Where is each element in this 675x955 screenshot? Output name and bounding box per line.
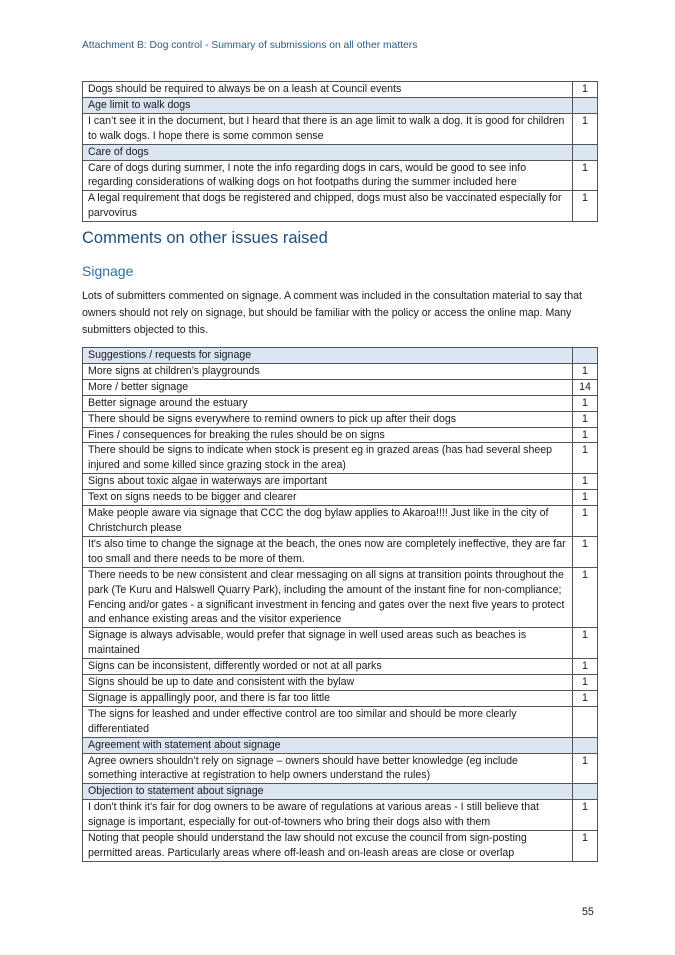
table-row	[83, 567, 598, 628]
row-text: Noting that people should understand the law should not excuse the council from sign-posting permitted areas. Particularly areas where off-leash and on-leash areas are close or overlap	[83, 831, 573, 862]
row-text: The signs for leashed and under effective control are too similar and should be more clearly differentiated	[83, 706, 573, 737]
subsection-heading: Signage	[82, 263, 134, 279]
row-count: 1	[573, 443, 598, 474]
row-text: Fines / consequences for breaking the rules should be on signs	[83, 427, 573, 443]
row-text: I can’t see it in the document, but I heard that there is an age limit to walk a dog. It is good for children to walk dogs. I hope there is some common sense	[83, 113, 573, 144]
table-row	[83, 395, 598, 411]
row-text: I don't think it's fair for dog owners to be aware of regulations at various areas - I still believe that signage is important, especially for out-of-towners who bring their dogs also with them	[83, 800, 573, 831]
row-count: 1	[573, 82, 598, 98]
row-count: 1	[573, 395, 598, 411]
row-text: Signage is always advisable, would prefer that signage in well used areas such as beaches is maintained	[83, 628, 573, 659]
row-count	[573, 97, 598, 113]
row-count: 1	[573, 363, 598, 379]
row-count	[573, 348, 598, 364]
table-row	[83, 659, 598, 675]
table-row	[83, 363, 598, 379]
row-text: Dogs should be required to always be on a leash at Council events	[83, 82, 573, 98]
dog-control-table	[82, 81, 598, 222]
row-count: 1	[573, 628, 598, 659]
table-section-header	[83, 97, 598, 113]
table-row	[83, 379, 598, 395]
row-text: A legal requirement that dogs be registered and chipped, dogs must also be vaccinated especially for parvovirus	[83, 191, 573, 222]
page-number: 55	[582, 906, 594, 918]
table-row	[83, 690, 598, 706]
row-count: 1	[573, 567, 598, 628]
row-count: 1	[573, 690, 598, 706]
row-text: Care of dogs during summer, I note the info regarding dogs in cars, would be good to see info regarding considerations of walking dogs on hot footpaths during the summer included here	[83, 160, 573, 191]
row-text: Better signage around the estuary	[83, 395, 573, 411]
row-text: Care of dogs	[83, 144, 573, 160]
row-text: Objection to statement about signage	[83, 784, 573, 800]
row-count	[573, 737, 598, 753]
table-section-header	[83, 784, 598, 800]
row-count: 1	[573, 427, 598, 443]
row-text: There needs to be new consistent and clear messaging on all signs at transition points throughout the park (Te Kuru and Halswell Quarry Park), including the amount of the instant fine for non-compliance; Fencing and/or gates - a significant investment in fencing and gates over the next five years to protect and enhance existing areas and the visitor experience	[83, 567, 573, 628]
row-text: Suggestions / requests for signage	[83, 348, 573, 364]
section-heading: Comments on other issues raised	[82, 229, 328, 247]
row-count: 1	[573, 831, 598, 862]
row-text: Signs should be up to date and consistent with the bylaw	[83, 675, 573, 691]
table-section-header	[83, 737, 598, 753]
row-count: 1	[573, 191, 598, 222]
row-text: More signs at children’s playgrounds	[83, 363, 573, 379]
table-row	[83, 113, 598, 144]
page-header: Attachment B: Dog control - Summary of submissions on all other matters	[82, 40, 418, 51]
row-text: Agreement with statement about signage	[83, 737, 573, 753]
row-text: Make people aware via signage that CCC the dog bylaw applies to Akaroa!!!! Just like in the city of Christchurch please	[83, 506, 573, 537]
table-row	[83, 753, 598, 784]
row-count	[573, 706, 598, 737]
row-count: 1	[573, 753, 598, 784]
row-count	[573, 784, 598, 800]
row-count: 1	[573, 659, 598, 675]
row-count: 1	[573, 411, 598, 427]
row-text: There should be signs to indicate when stock is present eg in grazed areas (has had several sheep injured and some killed since grazing stock in the area)	[83, 443, 573, 474]
row-text: More / better signage	[83, 379, 573, 395]
row-text: Agree owners shouldn’t rely on signage – owners should have better knowledge (eg include something interactive at registration to help owners understand the rules)	[83, 753, 573, 784]
table-row	[83, 628, 598, 659]
table-row	[83, 443, 598, 474]
table-row	[83, 191, 598, 222]
row-count: 1	[573, 536, 598, 567]
table-row	[83, 411, 598, 427]
row-text: Text on signs needs to be bigger and clearer	[83, 490, 573, 506]
table-row	[83, 506, 598, 537]
row-text: Signs can be inconsistent, differently worded or not at all parks	[83, 659, 573, 675]
row-count: 1	[573, 474, 598, 490]
table-section-header	[83, 144, 598, 160]
table-row	[83, 800, 598, 831]
table-row	[83, 427, 598, 443]
row-text: Signage is appallingly poor, and there is far too little	[83, 690, 573, 706]
row-count: 1	[573, 490, 598, 506]
row-text: Age limit to walk dogs	[83, 97, 573, 113]
table-row	[83, 82, 598, 98]
signage-table	[82, 347, 598, 862]
table-row	[83, 474, 598, 490]
row-count: 1	[573, 113, 598, 144]
row-count: 14	[573, 379, 598, 395]
row-text: There should be signs everywhere to remind owners to pick up after their dogs	[83, 411, 573, 427]
table-row	[83, 831, 598, 862]
table-row	[83, 536, 598, 567]
table-row	[83, 160, 598, 191]
table-row	[83, 675, 598, 691]
row-count: 1	[573, 160, 598, 191]
table-section-header	[83, 348, 598, 364]
table-row	[83, 706, 598, 737]
row-count: 1	[573, 675, 598, 691]
intro-paragraph: Lots of submitters commented on signage. A comment was included in the consultation material to say that owners should not rely on signage, but should be familiar with the policy or access the online map. Many submitters objected to this.	[82, 290, 582, 336]
table-row	[83, 490, 598, 506]
row-count	[573, 144, 598, 160]
row-count: 1	[573, 800, 598, 831]
row-count: 1	[573, 506, 598, 537]
row-text: It's also time to change the signage at the beach, the ones now are completely ineffective, they are far too small and there needs to be more of them.	[83, 536, 573, 567]
row-text: Signs about toxic algae in waterways are important	[83, 474, 573, 490]
